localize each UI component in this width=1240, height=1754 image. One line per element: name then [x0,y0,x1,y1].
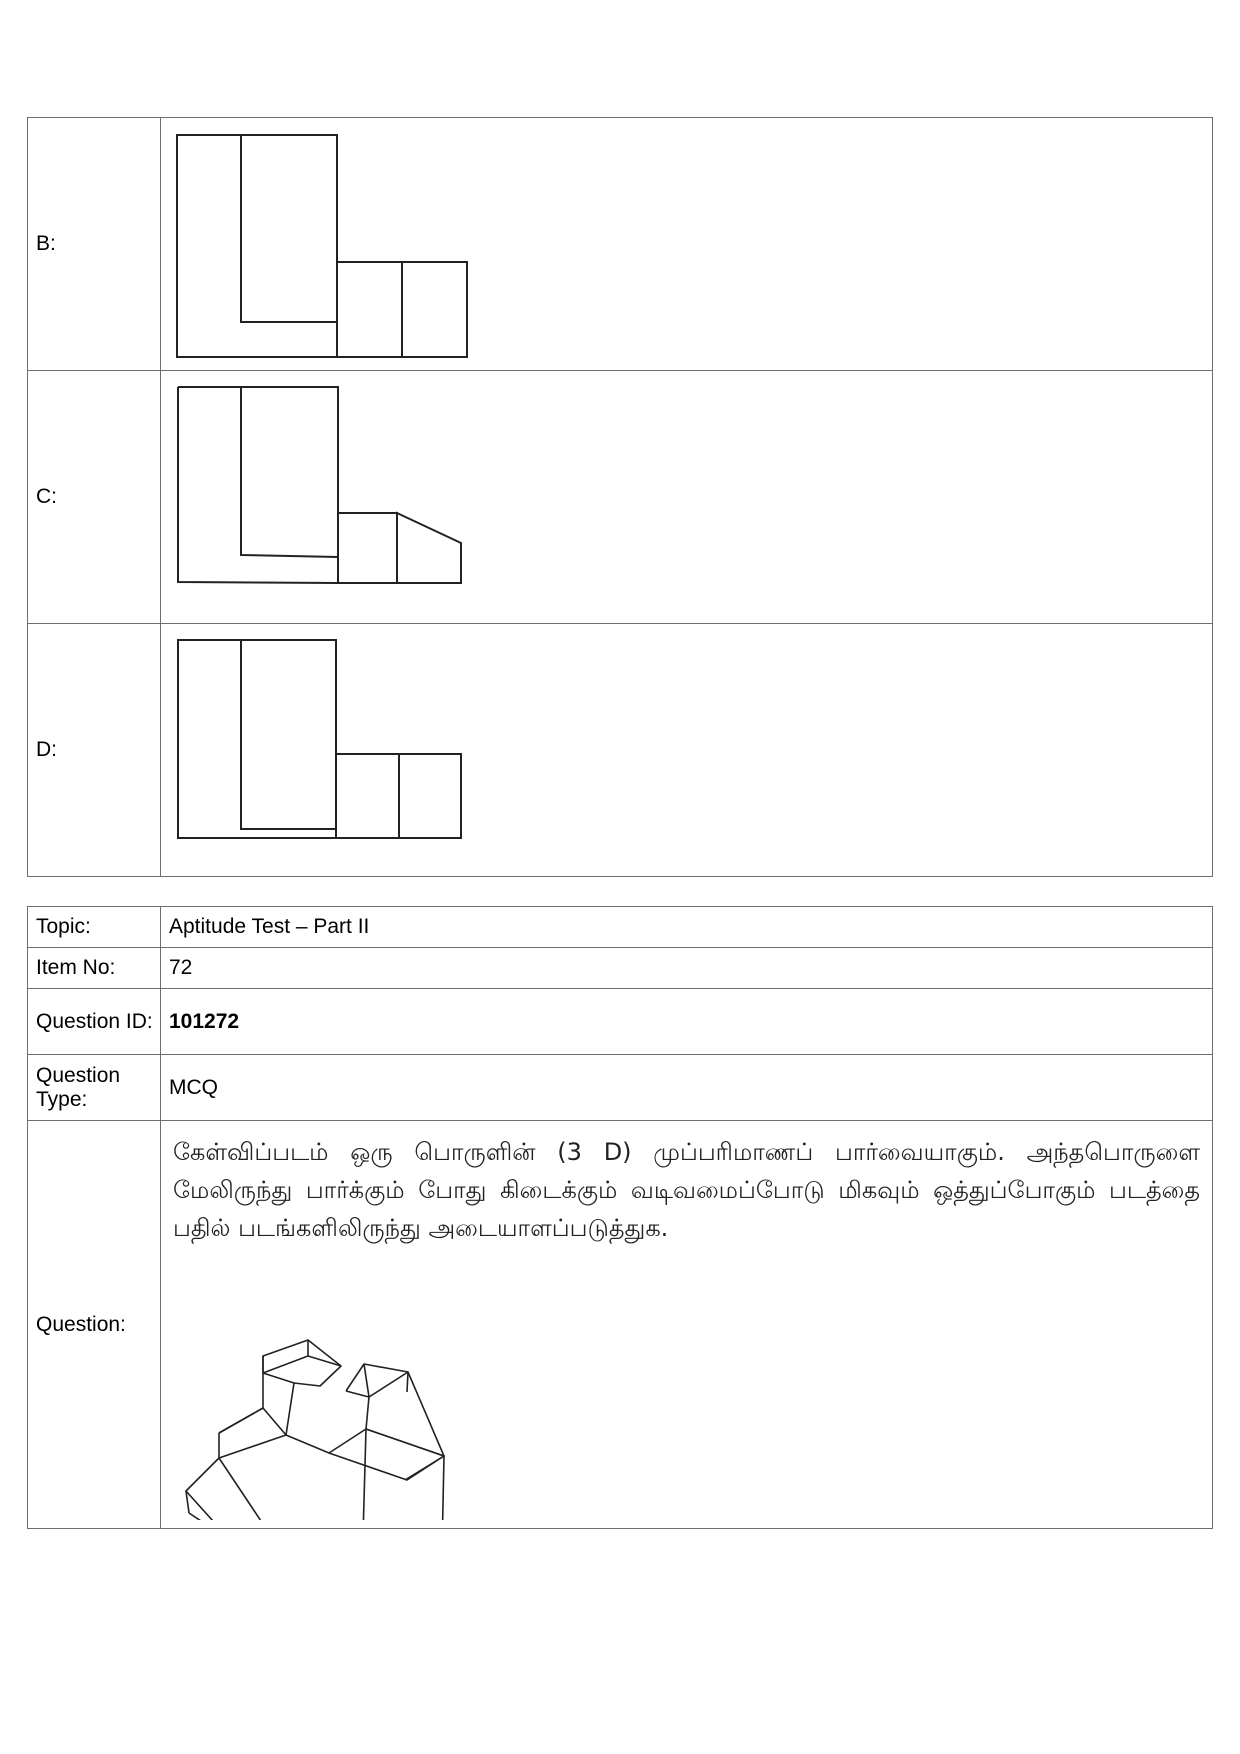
option-figure-cell [161,371,1213,624]
figure-line [178,640,336,838]
figure-line [178,387,338,583]
figure-line [219,1408,286,1435]
figure-line [346,1391,369,1397]
option-figure-cell [161,118,1213,371]
question-type-value: MCQ [161,1055,1213,1121]
figure-line [336,754,399,838]
item-value: 72 [161,948,1213,989]
figure-line [241,387,338,557]
figure-line [397,513,461,583]
figure-line [178,387,338,583]
figure-line [399,754,461,838]
option-row [28,118,1213,371]
question-id-label: Question ID: [28,989,161,1055]
figure-line [364,1364,369,1397]
item-label: Item No: [28,948,161,989]
topic-label: Topic: [28,907,161,948]
figure-line [177,135,337,357]
question-info-table [27,906,1213,1529]
option-label: B: [28,118,161,371]
option-row [28,624,1213,877]
option-d-figure [161,624,1221,877]
question-type-row [28,1055,1213,1121]
figure-line [402,262,467,357]
question-id-value: 101272 [161,989,1213,1055]
option-label: C: [28,371,161,624]
answer-options-table [27,117,1213,877]
figure-line [366,1397,369,1429]
figure-line [241,135,337,322]
question-text: கேள்விப்படம் ஒரு பொருளின் (3 D) முப்பரிமாணப் பார்வையாகும். அந்தபொருளை மேலிருந்து பார்க்கும் போது கிடைக்கும் வடிவமைப்போடு மிகவும் ஒத்துப்போகும் படத்தை பதில் படங்களிலிருந்து அடையாளப்படுத்துக. [173,1138,1200,1242]
question-row [28,1121,1213,1529]
figure-line [329,1429,444,1480]
figure-line [263,1356,341,1386]
figure-line [219,1458,263,1520]
figure-line [338,513,397,583]
question-label: Question: [28,1121,161,1529]
option-row [28,371,1213,624]
option-label: D: [28,624,161,877]
topic-value: Aptitude Test – Part II [161,907,1213,948]
figure-line [178,640,461,838]
question-type-label: Question Type: [28,1055,161,1121]
isometric-question-figure [176,1255,466,1520]
option-c-figure [161,371,1221,624]
question-id-row [28,989,1213,1055]
topic-row [28,907,1213,948]
figure-line [407,1372,408,1392]
question-cell [161,1121,1213,1529]
figure-line [241,640,336,829]
figure-line [177,135,466,357]
figure-line [186,1435,362,1520]
option-figure-cell [161,624,1213,877]
option-b-figure [161,118,1221,371]
figure-line [337,262,402,357]
item-row [28,948,1213,989]
